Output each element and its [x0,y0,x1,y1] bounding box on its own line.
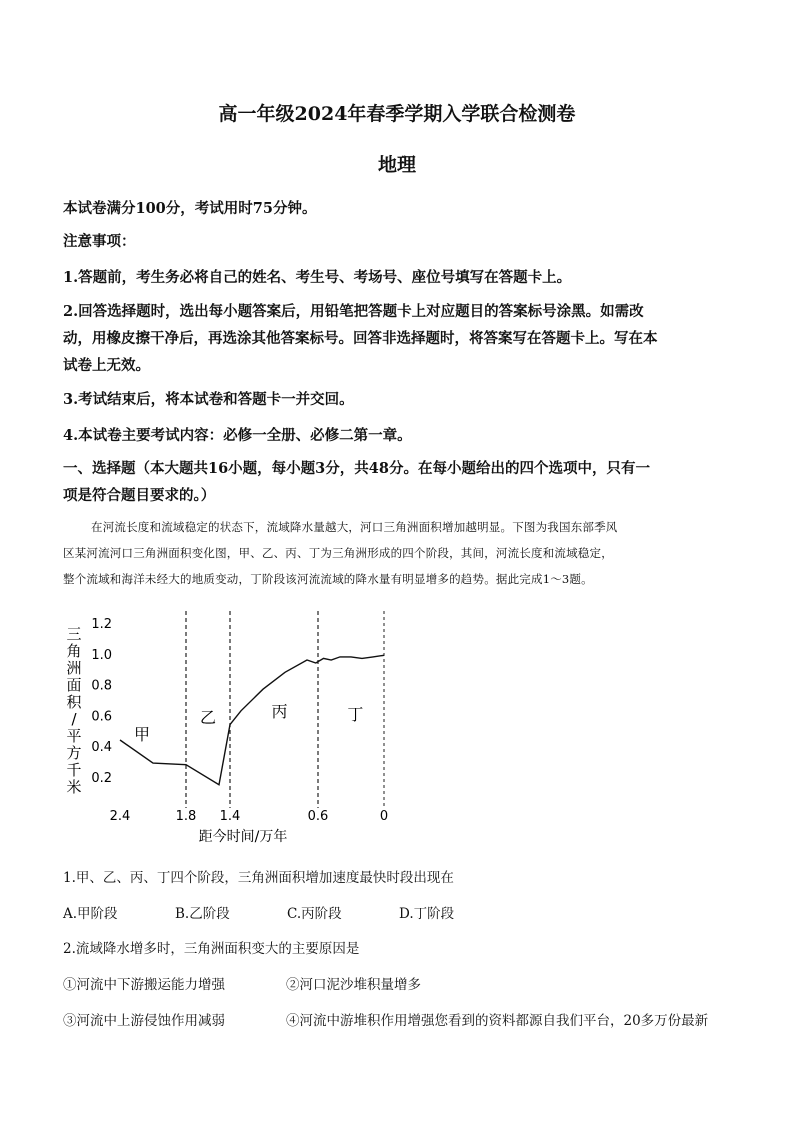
y-axis-label-char: 方 [66,744,82,762]
passage-line-3: 整个流域和海洋未经大的地质变动，丁阶段该河流流域的降水量有明显增多的趋势。据此完成1～3题。 [63,572,593,586]
q1-option-d: D.丁阶段 [399,906,455,922]
delta-area-line [120,655,384,784]
passage-line-2: 区某河流河口三角洲面积变化图，甲、乙、丙、丁为三角洲形成的四个阶段，其间，河流长度和流域稳定， [63,546,613,560]
section-heading: 一、选择题（本大题共16小题，每小题3分，共48分。在每小题给出的四个选项中，只有一 [63,460,650,477]
notice-heading: 注意事项： [63,233,136,250]
y-axis-label-char: 洲 [66,659,82,677]
y-axis-label-char: 千 [66,761,82,779]
q1-option-b: B.乙阶段 [175,906,230,922]
passage-line-1: 在河流长度和流域稳定的状态下，流域降水量越大，河口三角洲面积增加越明显。下图为我国东部季风 [91,520,618,534]
subject-title: 地理 [377,154,416,176]
q2-option-2: ②河口泥沙堆积量增多 [286,977,421,993]
y-axis-label-char: / [71,710,77,728]
stage-label: 丙 [271,701,288,721]
exam-title: 高一年级2024年春季学期入学联合检测卷 [218,103,576,125]
y-axis-label-char: 面 [66,676,82,694]
y-tick-label: 0.8 [91,678,112,694]
q1-option-c: C.丙阶段 [287,906,342,922]
section-heading-cont: 项是符合题目要求的。） [63,487,216,504]
x-tick-label: 0.6 [307,809,329,824]
y-axis-label-char: 积 [66,693,82,711]
score-info: 本试卷满分100分，考试用时75分钟。 [63,200,317,217]
note-3: 3.考试结束后，将本试卷和答题卡一并交回。 [63,391,354,408]
y-tick-label: 1.2 [91,617,112,632]
x-tick-label: 0 [379,809,389,824]
y-axis-label-char: 米 [66,778,82,796]
y-tick-label: 0.2 [91,771,112,786]
note-1: 1.答题前，考生务必将自己的姓名、考生号、考场号、座位号填写在答题卡上。 [63,269,572,286]
x-tick-label: 1.8 [175,809,197,824]
stage-label: 甲 [133,725,151,745]
y-tick-label: 0.4 [91,740,112,756]
y-axis-label-char: 平 [66,727,82,745]
question-2-stem: 2.流域降水增多时，三角洲面积变大的主要原因是 [63,941,360,957]
question-1-stem: 1.甲、乙、丙、丁四个阶段，三角洲面积增加速度最快时段出现在 [63,870,454,886]
q2-option-4: ④河流中游堆积作用增强您看到的资料都源自我们平台，20多万份最新 [286,1013,709,1029]
note-2-cont: 动，用橡皮擦干净后，再选涂其他答案标号。回答非选择题时，将答案写在答题卡上。写在本 [63,330,658,347]
stage-label: 乙 [199,708,217,728]
q2-option-1: ①河流中下游搬运能力增强 [63,977,225,993]
q1-option-a: A.甲阶段 [63,906,118,922]
y-tick-label: 1.0 [91,647,112,663]
note-2-end: 试卷上无效。 [63,357,150,374]
x-axis-label: 距今时间/万年 [198,829,288,845]
note-2: 2.回答选择题时，选出每小题答案后，用铅笔把答题卡上对应题目的答案标号涂黑。如需改 [63,303,644,320]
delta-area-chart [60,605,400,845]
x-tick-label: 1.4 [219,809,241,824]
stage-label: 丁 [347,705,364,725]
note-4: 4.本试卷主要考试内容：必修一全册、必修二第一章。 [63,427,412,444]
x-tick-label: 2.4 [109,809,131,824]
y-tick-label: 0.6 [91,709,112,725]
y-axis-label-char: 三 [66,625,82,643]
q2-option-3: ③河流中上游侵蚀作用减弱 [63,1013,225,1029]
y-axis-label-char: 角 [66,642,82,660]
